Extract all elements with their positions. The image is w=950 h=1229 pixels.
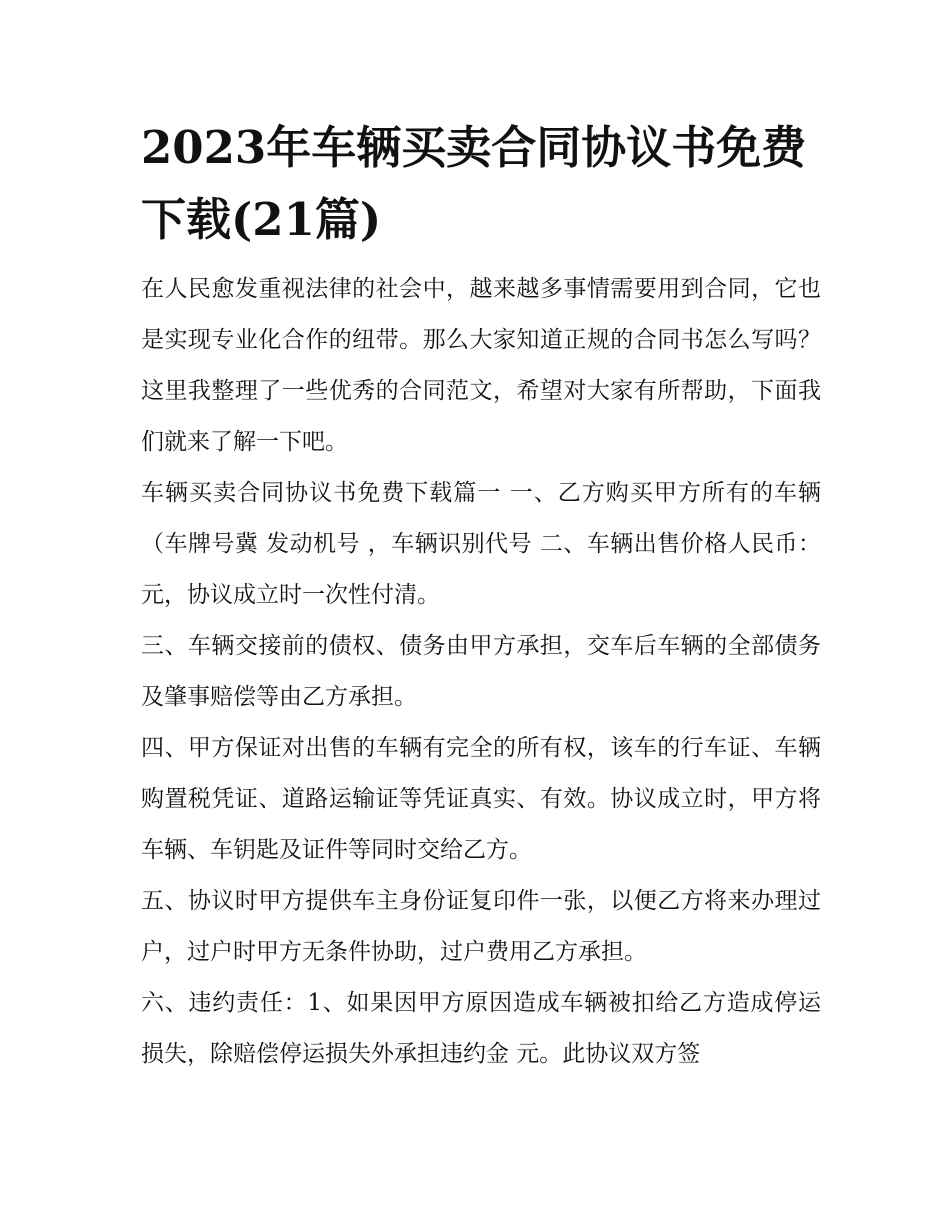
section-one-paragraph: 车辆买卖合同协议书免费下载篇一 一、乙方购买甲方所有的车辆（车牌号冀 发动机号 ，车辆识别代号 二、车辆出售价格人民币： 元，协议成立时一次性付清。 (141, 480, 821, 608)
document-title: 2023年车辆买卖合同协议书免费下载(21篇) (141, 121, 807, 246)
document-body (141, 112, 821, 1080)
clause-four-paragraph: 四、甲方保证对出售的车辆有完全的所有权，该车的行车证、车辆购置税凭证、道路运输证等凭证真实、有效。协议成立时，甲方将车辆、车钥匙及证件等同时交给乙方。 (141, 735, 821, 863)
intro-paragraph: 在人民愈发重视法律的社会中，越来越多事情需要用到合同，它也是实现专业化合作的纽带。那么大家知道正规的合同书怎么写吗？这里我整理了一些优秀的合同范文，希望对大家有所帮助，下面我们就来了解一下吧。 (141, 276, 821, 455)
clause-six-paragraph: 六、违约责任：1、如果因甲方原因造成车辆被扣给乙方造成停运损失，除赔偿停运损失外承担违约金 元。此协议双方签 (141, 990, 821, 1067)
clause-five-paragraph: 五、协议时甲方提供车主身份证复印件一张，以便乙方将来办理过户，过户时甲方无条件协助，过户费用乙方承担。 (141, 888, 821, 965)
clause-three-paragraph: 三、车辆交接前的债权、债务由甲方承担，交车后车辆的全部债务及肇事赔偿等由乙方承担。 (141, 633, 821, 710)
